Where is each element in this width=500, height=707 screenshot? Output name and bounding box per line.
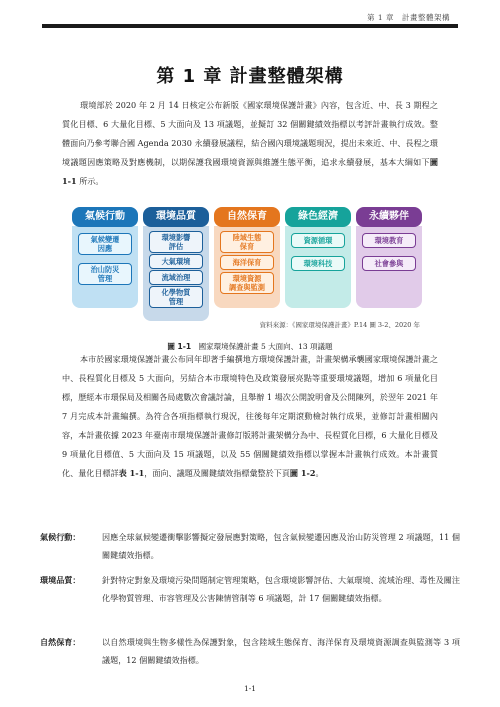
category-column: [356, 207, 422, 308]
category-column: [143, 207, 209, 321]
category-column: [214, 207, 280, 308]
category-title: 綠色經濟: [285, 207, 351, 227]
category-title: 氣候行動: [72, 207, 138, 227]
paragraph-2-end: 。: [315, 468, 324, 478]
definition-desc: 以自然環境與生物多樣性為保護對象，包含陸域生態保育、海洋保育及環境資源調查與監測等 3 項議題，12 個關鍵績效指標。: [102, 637, 460, 665]
page-number: 1-1: [243, 684, 257, 693]
category-title: 自然保育: [214, 207, 280, 227]
issue-box: 氣候變遷 因應: [78, 233, 132, 255]
definition-climate: [40, 528, 460, 564]
issue-box: 治山防災 管理: [78, 263, 132, 285]
paragraph-2-text: 本市於國家環境保護計畫公布同年即著手編撰地方環境保護計畫，計畫架構承襲國家環境保護計畫之中、長程質化目標及 5 大面向，另結合本市環境特色及政策發展亮點等重要環境議題，增加 6 項量化目標，歷經本市環保局及相關各局處數次會議討論，且舉辦 1 場次公開說明會及公開陳列，於翌年 2021 年 7 月完成本計畫編撰。為符合各項指標執行現況，往後每年定期滾動檢討執行成果，並修訂計畫相關內容，本計畫依據 2023 年臺南市環境保護計畫修訂版將計畫架構分為中、長程質化目標，6 大量化目標及 9 項量化目標值、5 大面向及 15 項議題，以及 55 個關鍵績效指標以掌握本計畫執行成效。本計畫質化、量化目標詳: [62, 354, 438, 478]
caption-number: 圖 1-1: [167, 342, 192, 351]
definition-term: 自然保育：: [40, 637, 81, 647]
category-column: [72, 207, 138, 308]
issue-box: 海洋保育: [220, 255, 274, 270]
definition-environment: [40, 571, 460, 607]
issue-box: 環境影響 評估: [149, 231, 203, 253]
chapter-title: 第 1 章 計畫整體架構: [156, 66, 344, 87]
definition-term: 環境品質：: [40, 575, 81, 585]
figure-source: 資料來源：《國家環境保護計畫》P.14 圖 3-2、2020 年: [259, 321, 420, 329]
definition-desc: 因應全球氣候變遷衝擊影響擬定發展應對策略，包含氣候變遷因應及治山防災管理 2 項議題，11 個關鍵績效指標。: [102, 532, 460, 560]
caption-text: 國家環境保護計畫 5 大面向、13 項議題: [198, 342, 333, 351]
issue-box: 資源循環: [291, 233, 345, 248]
figure-ref-2: 圖 1-2: [289, 468, 316, 478]
issue-box: 化學物質 管理: [149, 286, 203, 308]
framework-figure: [72, 207, 422, 322]
paragraph-2: [62, 350, 438, 483]
definition-nature: [40, 633, 460, 669]
category-column: [285, 207, 351, 308]
issue-box: 大氣環境: [149, 254, 203, 269]
paragraph-1-end: 所示。: [76, 176, 104, 186]
table-ref: 表 1-1: [118, 468, 145, 478]
issue-box: 陸域生態 保育: [220, 231, 274, 253]
issue-box: 環境科技: [291, 256, 345, 271]
definition-desc: 針對特定對象及環境污染問題制定管理策略，包含環境影響評估、大氣環境、流域治理、毒性及關注化學物質管理、市容管理及公害陳情管制等 6 項議題，計 17 個關鍵績效指標。: [102, 575, 460, 603]
issue-box: 流域治理: [149, 270, 203, 285]
paragraph-2-mid: ，面向、議題及關鍵績效指標彙整於下頁: [144, 468, 290, 478]
category-title: 環境品質: [143, 207, 209, 227]
issue-box: 環境教育: [362, 233, 416, 248]
issue-box: 社會參與: [362, 256, 416, 271]
page-header: [0, 0, 500, 28]
paragraph-1: [62, 96, 438, 191]
figure-ref: 圖 1-1: [62, 157, 438, 186]
definition-term: 氣候行動：: [40, 532, 81, 542]
paragraph-1-text: 環境部於 2020 年 2 月 14 日核定公布新版《國家環境保護計畫》內容，包含近、中、長 3 期程之質化目標、6 大量化目標、5 大面向及 13 項議題，並擬訂 32 個關鍵績效指標以考評計畫執行成效。整體面向乃參考聯合國 Agenda 2030 永續發展議程，結合國內環境議題現況，提出未來近、中、長程之環境議題因應策略及對應機制，以期保護我國環境資源與維護生態平衡，追求永續發展，基本大綱如下: [62, 100, 438, 167]
issue-box: 環境資源 調查與監測: [220, 272, 274, 294]
running-header: 第 1 章 計畫整體架構: [366, 13, 450, 22]
category-title: 永續夥伴: [356, 207, 422, 227]
header-rule: [42, 24, 458, 28]
